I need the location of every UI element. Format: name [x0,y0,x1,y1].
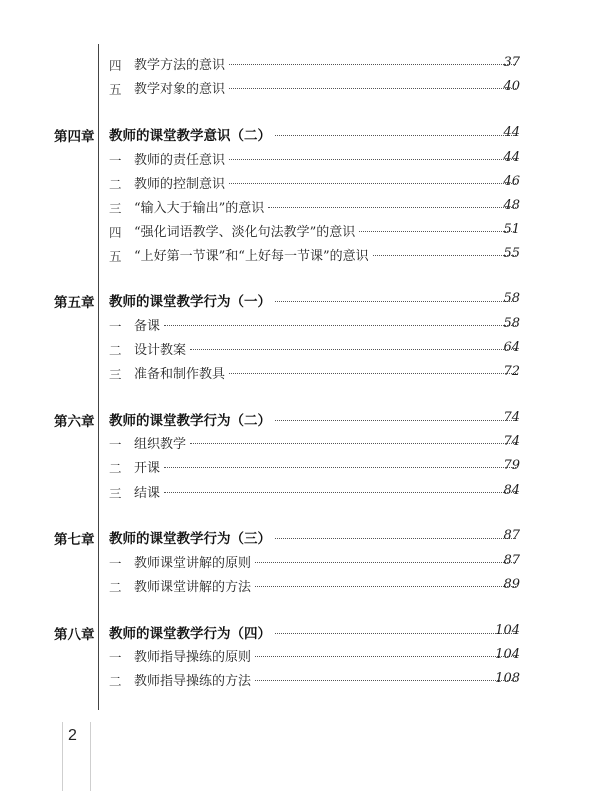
dot-leader [255,562,516,563]
section-number: 五 [109,82,122,97]
chapter-label: 第四章 [54,129,95,145]
page-ref: 84 [503,483,520,498]
page-ref: 72 [503,364,520,379]
section-title: 教学方法的意识 [134,58,226,73]
section-number: 一 [109,319,122,334]
toc-entry [134,78,520,100]
section-title: 教学对象的意识 [134,82,226,97]
dot-leader [229,88,516,89]
dot-leader [275,633,516,634]
section-title: 教师的责任意识 [134,153,226,168]
page-ref: 55 [503,246,520,261]
page-ref: 79 [503,458,520,473]
page-ref: 48 [503,198,520,213]
chapter-label: 第五章 [54,295,95,311]
toc-entry [134,552,520,574]
toc-entry [134,433,520,455]
page-ref: 58 [503,291,520,306]
page-ref: 74 [503,434,520,449]
section-title: 备课 [134,319,161,334]
dot-leader [275,301,516,302]
section-number: 三 [109,367,122,382]
toc-section-row[interactable] [0,149,600,171]
chapter-label: 第八章 [54,627,95,643]
section-title: 开课 [134,461,161,476]
toc-entry [134,363,520,385]
page-ref: 74 [503,410,520,425]
toc-section-row[interactable] [0,54,600,76]
toc-section-row[interactable] [0,433,600,455]
section-number: 二 [109,461,122,476]
toc-section-row[interactable] [0,339,600,361]
page-ref: 108 [495,671,520,686]
toc-chapter-row[interactable] [0,124,600,146]
toc-section-row[interactable] [0,173,600,195]
page-ref: 64 [503,340,520,355]
chapter-title: 教师的课堂教学意识（二） [109,128,271,144]
toc-section-row[interactable] [0,457,600,479]
dot-leader [268,207,516,208]
section-title: 结课 [134,486,161,501]
page-ref: 51 [503,222,520,237]
toc-entry [134,457,520,479]
toc-entry [134,339,520,361]
dot-leader [164,492,516,493]
dot-leader [229,64,516,65]
section-title: “强化词语教学、淡化句法教学”的意识 [134,225,356,240]
section-number: 五 [109,249,122,264]
section-number: 二 [109,177,122,192]
page-ref: 37 [503,55,520,70]
page-ref: 44 [503,125,520,140]
toc-chapter-row[interactable] [0,409,600,431]
chapter-label: 第七章 [54,532,95,548]
dot-leader [275,538,516,539]
toc-entry [134,149,520,171]
dot-leader [229,159,516,160]
toc-section-row[interactable] [0,646,600,668]
toc-section-row[interactable] [0,197,600,219]
section-title: 教师课堂讲解的原则 [134,556,252,571]
toc-entry [109,124,520,146]
dot-leader [190,349,516,350]
dot-leader [229,183,516,184]
footer-rule-left [62,722,63,791]
dot-leader [255,680,516,681]
section-number: 二 [109,343,122,358]
toc-entry [134,221,520,243]
section-title: 教师指导操练的方法 [134,674,252,689]
dot-leader [164,467,516,468]
page-ref: 58 [503,316,520,331]
section-title: 教师课堂讲解的方法 [134,580,252,595]
dot-leader [229,373,516,374]
toc-entry [134,646,520,668]
dot-leader [255,586,516,587]
page-number: 2 [68,727,77,744]
toc-section-row[interactable] [0,221,600,243]
section-number: 二 [109,580,122,595]
toc-section-row[interactable] [0,315,600,337]
section-title: “上好第一节课”和“上好每一节课”的意识 [134,249,369,264]
page-ref: 40 [503,79,520,94]
page-ref: 87 [503,553,520,568]
page-ref: 44 [503,150,520,165]
section-title: 教师指导操练的原则 [134,650,252,665]
toc-chapter-row[interactable] [0,290,600,312]
toc-section-row[interactable] [0,78,600,100]
toc-chapter-row[interactable] [0,527,600,549]
toc-entry [109,290,520,312]
toc-entry [109,527,520,549]
section-title: 教师的控制意识 [134,177,226,192]
chapter-label: 第六章 [54,414,95,430]
toc-entry [134,670,520,692]
section-number: 一 [109,650,122,665]
toc-entry [134,245,520,267]
toc-section-row[interactable] [0,552,600,574]
toc-entry [134,482,520,504]
toc-entry [134,197,520,219]
toc-chapter-row[interactable] [0,622,600,644]
section-number: 一 [109,437,122,452]
page-ref: 104 [495,623,520,638]
dot-leader [190,443,516,444]
section-title: 准备和制作教具 [134,367,226,382]
section-title: 设计教案 [134,343,187,358]
dot-leader [275,420,516,421]
page-ref: 104 [495,647,520,662]
toc-section-row[interactable] [0,576,600,598]
section-number: 一 [109,556,122,571]
section-title: “输入大于输出”的意识 [134,201,265,216]
page-ref: 89 [503,577,520,592]
section-number: 三 [109,486,122,501]
section-number: 三 [109,201,122,216]
section-number: 二 [109,674,122,689]
toc-entry [134,54,520,76]
chapter-title: 教师的课堂教学行为（一） [109,294,271,310]
page-ref: 87 [503,528,520,543]
toc-section-row[interactable] [0,670,600,692]
section-number: 四 [109,225,122,240]
section-number: 四 [109,58,122,73]
chapter-title: 教师的课堂教学行为（三） [109,531,271,547]
section-title: 组织教学 [134,437,187,452]
toc-entry [109,409,520,431]
toc-entry [109,622,520,644]
toc-entry [134,576,520,598]
toc-section-row[interactable] [0,482,600,504]
dot-leader [275,135,516,136]
chapter-title: 教师的课堂教学行为（四） [109,626,271,642]
dot-leader [164,325,516,326]
section-number: 一 [109,153,122,168]
chapter-title: 教师的课堂教学行为（二） [109,413,271,429]
toc-section-row[interactable] [0,245,600,267]
dot-leader [255,656,516,657]
footer-rule-right [90,722,91,791]
page-ref: 46 [503,174,520,189]
toc-entry [134,315,520,337]
toc-section-row[interactable] [0,363,600,385]
toc-entry [134,173,520,195]
